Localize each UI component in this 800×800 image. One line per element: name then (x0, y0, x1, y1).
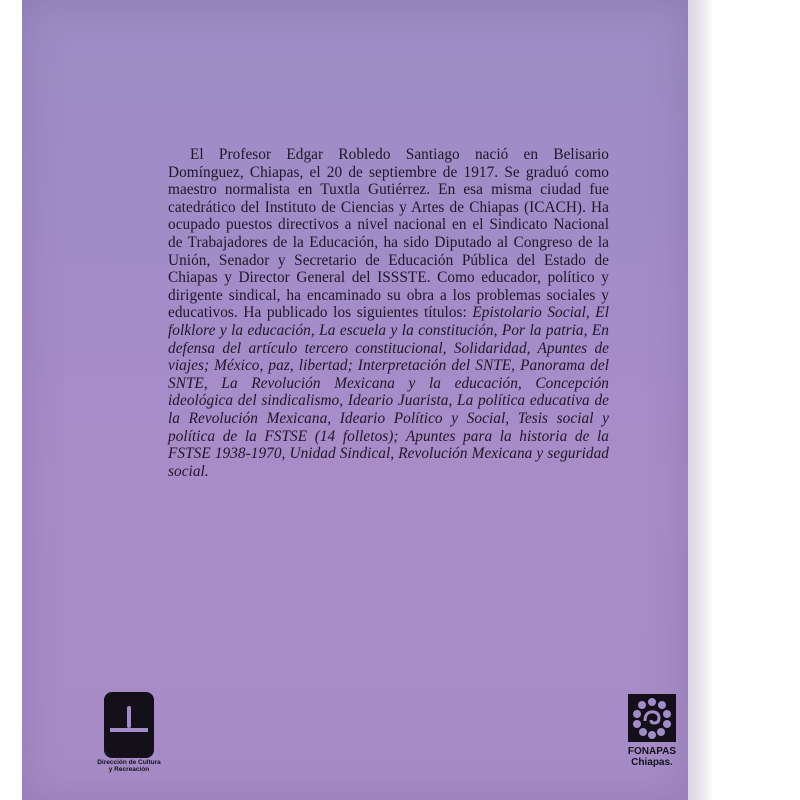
fonapas-emblem (628, 694, 676, 742)
cultura-logo-caption: Dirección de Cultura y Recreación (97, 759, 161, 773)
publication-titles: Epistolario Social, El folklore y la educación, La escuela y la constitución, Por la patria, En defensa del artículo tercero constitucional, Solidaridad, Apuntes de viajes; México, paz, libertad; Interpretación del SNTE, Panorama del SNTE, La Revolución Mexicana y la educación, Concepción ideológica del sindicalismo, Ideario Juarista, La política educativa de la Revolución Mexicana, Ideario Político y Social, Tesis social y política de la FSTSE (14 folletos); Apuntes para la historia de la FSTSE 1938-1970, Unidad Sindical, Revolución Mexicana y seguridad social. (168, 304, 610, 480)
author-biography (168, 146, 609, 480)
biography-text: El Profesor Edgar Robledo Santiago nació en Belisario Domínguez, Chiapas, el 20 de septiembre de 1917. Se graduó como maestro normalista en Tuxtla Gutiérrez. En esa misma ciudad fue catedrático del Instituto de Ciencias y Artes de Chiapas (ICACH). Ha ocupado puestos directivos a nivel nacional en el Sindicato Nacional de Trabajadores de la Educación, ha sido Diputado al Congreso de la Unión, Senador y Secretario de Educación Pública del Estado de Chiapas y Director General del ISSSTE. Como educador, político y dirigente sindical, ha encaminado su obra a los problemas sociales y educativos. Ha publicado los siguientes títulos: (168, 146, 609, 322)
fonapas-logo (626, 694, 678, 784)
fonapas-name: FONAPAS Chiapas. (627, 746, 677, 768)
cultura-recreacion-logo (96, 692, 162, 780)
cultura-logo-mark (104, 692, 154, 758)
page-edge (688, 0, 712, 800)
